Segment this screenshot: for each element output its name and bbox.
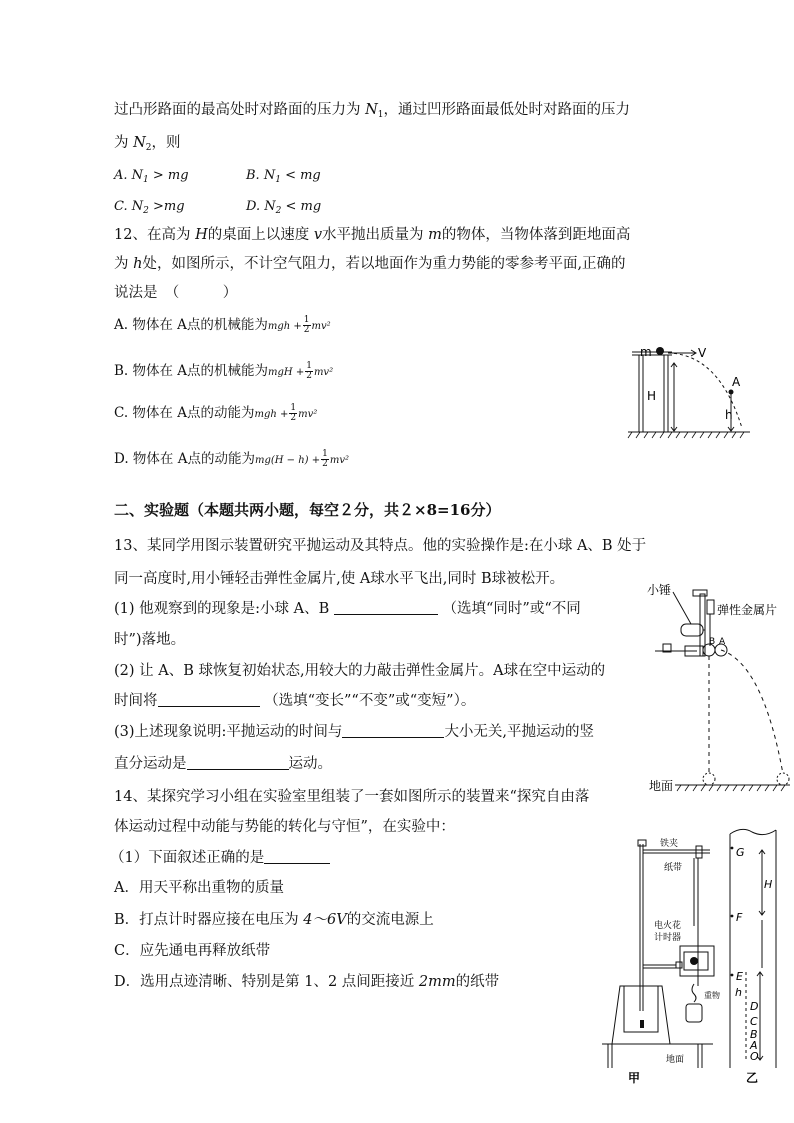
q14-fig-E-label: E	[736, 970, 743, 983]
q13-line3: (1) 他观察到的现象是:小球 A、B （选填“同时”或“不同	[114, 601, 581, 617]
q11-option-c: C. $N_2 >mg$	[114, 199, 185, 216]
q11-option-d: D. $N_2$ < mg	[246, 199, 322, 216]
q12-figure	[624, 336, 754, 441]
q13-blank-3[interactable]	[342, 722, 444, 738]
q13-figure	[645, 584, 790, 799]
q12-ground-hatch	[628, 432, 744, 438]
q13-line1: 13、某同学用图示装置研究平抛运动及其特点。他的实验操作是:在小球 A、B 处于	[114, 538, 647, 554]
q14-option-a: A．用天平称出重物的质量	[114, 880, 284, 896]
q14-line1: 14、某探究学习小组在实验室里组装了一套如图所示的装置来“探究自由落	[114, 789, 590, 805]
q14-option-b: B．打点计时器应接在电压为 4～6V的交流电源上	[114, 912, 434, 928]
q14-fig-C-label: C	[750, 1015, 758, 1028]
q12-line1: 12、在高为 H的桌面上以速度 v水平抛出质量为 m的物体，当物体落到距地面高	[114, 227, 631, 243]
q14-option-d: D．选用点迹清晰、特别是第 1、2 点间距接近 2mm的纸带	[114, 974, 500, 990]
q14-fig-O-label: O	[750, 1050, 759, 1063]
q14-fig-H-label: H	[764, 878, 773, 891]
q13-fig-A-label: A	[719, 637, 726, 647]
q14-fig-B-label: B	[750, 1028, 758, 1041]
q14-fig-G-label: G	[736, 846, 745, 859]
q12-fig-H-label: H	[647, 389, 657, 403]
q14-option-c: C．应先通电再释放纸带	[114, 943, 271, 959]
q13-line8: 直分运动是 运动。	[114, 756, 332, 772]
q13-line2: 同一高度时,用小锤轻击弹性金属片,使 A球水平飞出,同时 B球被松开。	[114, 571, 565, 587]
q14-fig-right-caption: 乙	[746, 1071, 759, 1085]
q12-fig-h-label: h	[725, 408, 733, 422]
q13-line7: (3)上述现象说明:平抛运动的时间与 大小无关,平抛运动的竖	[114, 724, 595, 740]
q12-fig-v-label: V	[698, 346, 707, 360]
q13-line4: 时”)落地。	[114, 632, 186, 648]
q13-blank-2[interactable]	[158, 691, 260, 707]
q14-fig-timer1-label: 电火花	[654, 921, 682, 931]
q13-fig-B-label: B	[709, 637, 716, 647]
q12-option-c: C. 物体在 A点的动能为mgh + $\frac{1}{2}$ mv²	[114, 403, 318, 423]
q14-fig-D-label: D	[750, 1000, 759, 1013]
q11-option-a: A. $N_1$ > mg	[114, 168, 189, 185]
q13-blank-4[interactable]	[187, 754, 289, 770]
q14-fig-left-caption: 甲	[628, 1071, 641, 1085]
q14-fig-ground-label: 地面	[666, 1055, 685, 1065]
q13-line6: 时间将 （选填“变长”“不变”或“变短”）。	[114, 693, 476, 709]
q13-blank-1[interactable]	[334, 599, 438, 615]
q11-option-b: B. $N_1$ < mg	[246, 168, 321, 185]
q13-fig-ground-label: 地面	[649, 779, 674, 793]
q11-line1: 过凸形路面的最高处时对路面的压力为 $N_1$，通过凹形路面最低处时对路面的压力	[114, 102, 631, 120]
q12-option-a: A. 物体在 A点的机械能为mgh + $\frac{1}{2}$ mv²	[114, 315, 331, 335]
q14-line2: 体运动过程中动能与势能的转化与守恒”，在实验中：	[114, 819, 455, 835]
q14-fig-clamp-label: 铁夹	[660, 839, 679, 849]
q13-line5: (2) 让 A、B 球恢复初始状态,用较大的力敲击弹性金属片。A球在空中运动的	[114, 663, 606, 679]
q12-fig-m-label: m	[640, 345, 652, 359]
q12-line3: 说法是 （ ）	[114, 285, 238, 301]
q12-fig-A-label: A	[732, 375, 741, 389]
section-title: 二、实验题（本题共两小题，每空２分，共２×8=16分）	[114, 501, 501, 519]
q14-fig-A-label: A	[750, 1039, 758, 1052]
q14-line3: （1）下面叙述正确的是	[110, 848, 330, 868]
q14-fig-tape-label: 纸带	[664, 863, 683, 873]
q12-option-b: B. 物体在 A点的机械能为mgH + $\frac{1}{2}$ mv²	[114, 361, 334, 381]
q12-option-d: D. 物体在 A点的动能为mg(H − h) + $\frac{1}{2}$ mv²	[114, 449, 349, 469]
q14-fig-timer2-label: 计时器	[654, 933, 682, 943]
q11-line2: 为 $N_2$，则	[114, 135, 181, 153]
q14-figure-right	[722, 820, 784, 1085]
q14-blank-1[interactable]	[264, 848, 330, 864]
q14-fig-weight-label: 重物	[704, 991, 720, 1000]
q13-fig-hammer-label: 小锤	[647, 583, 672, 597]
q14-figure-left	[598, 836, 718, 1086]
q14-fig-h-label: h	[735, 986, 742, 999]
q13-fig-plate-label: 弹性金属片	[717, 603, 778, 617]
q14-fig-F-label: F	[736, 911, 743, 924]
q12-line2: 为 h处，如图所示，不计空气阻力，若以地面作为重力势能的零参考平面,正确的	[114, 256, 626, 272]
